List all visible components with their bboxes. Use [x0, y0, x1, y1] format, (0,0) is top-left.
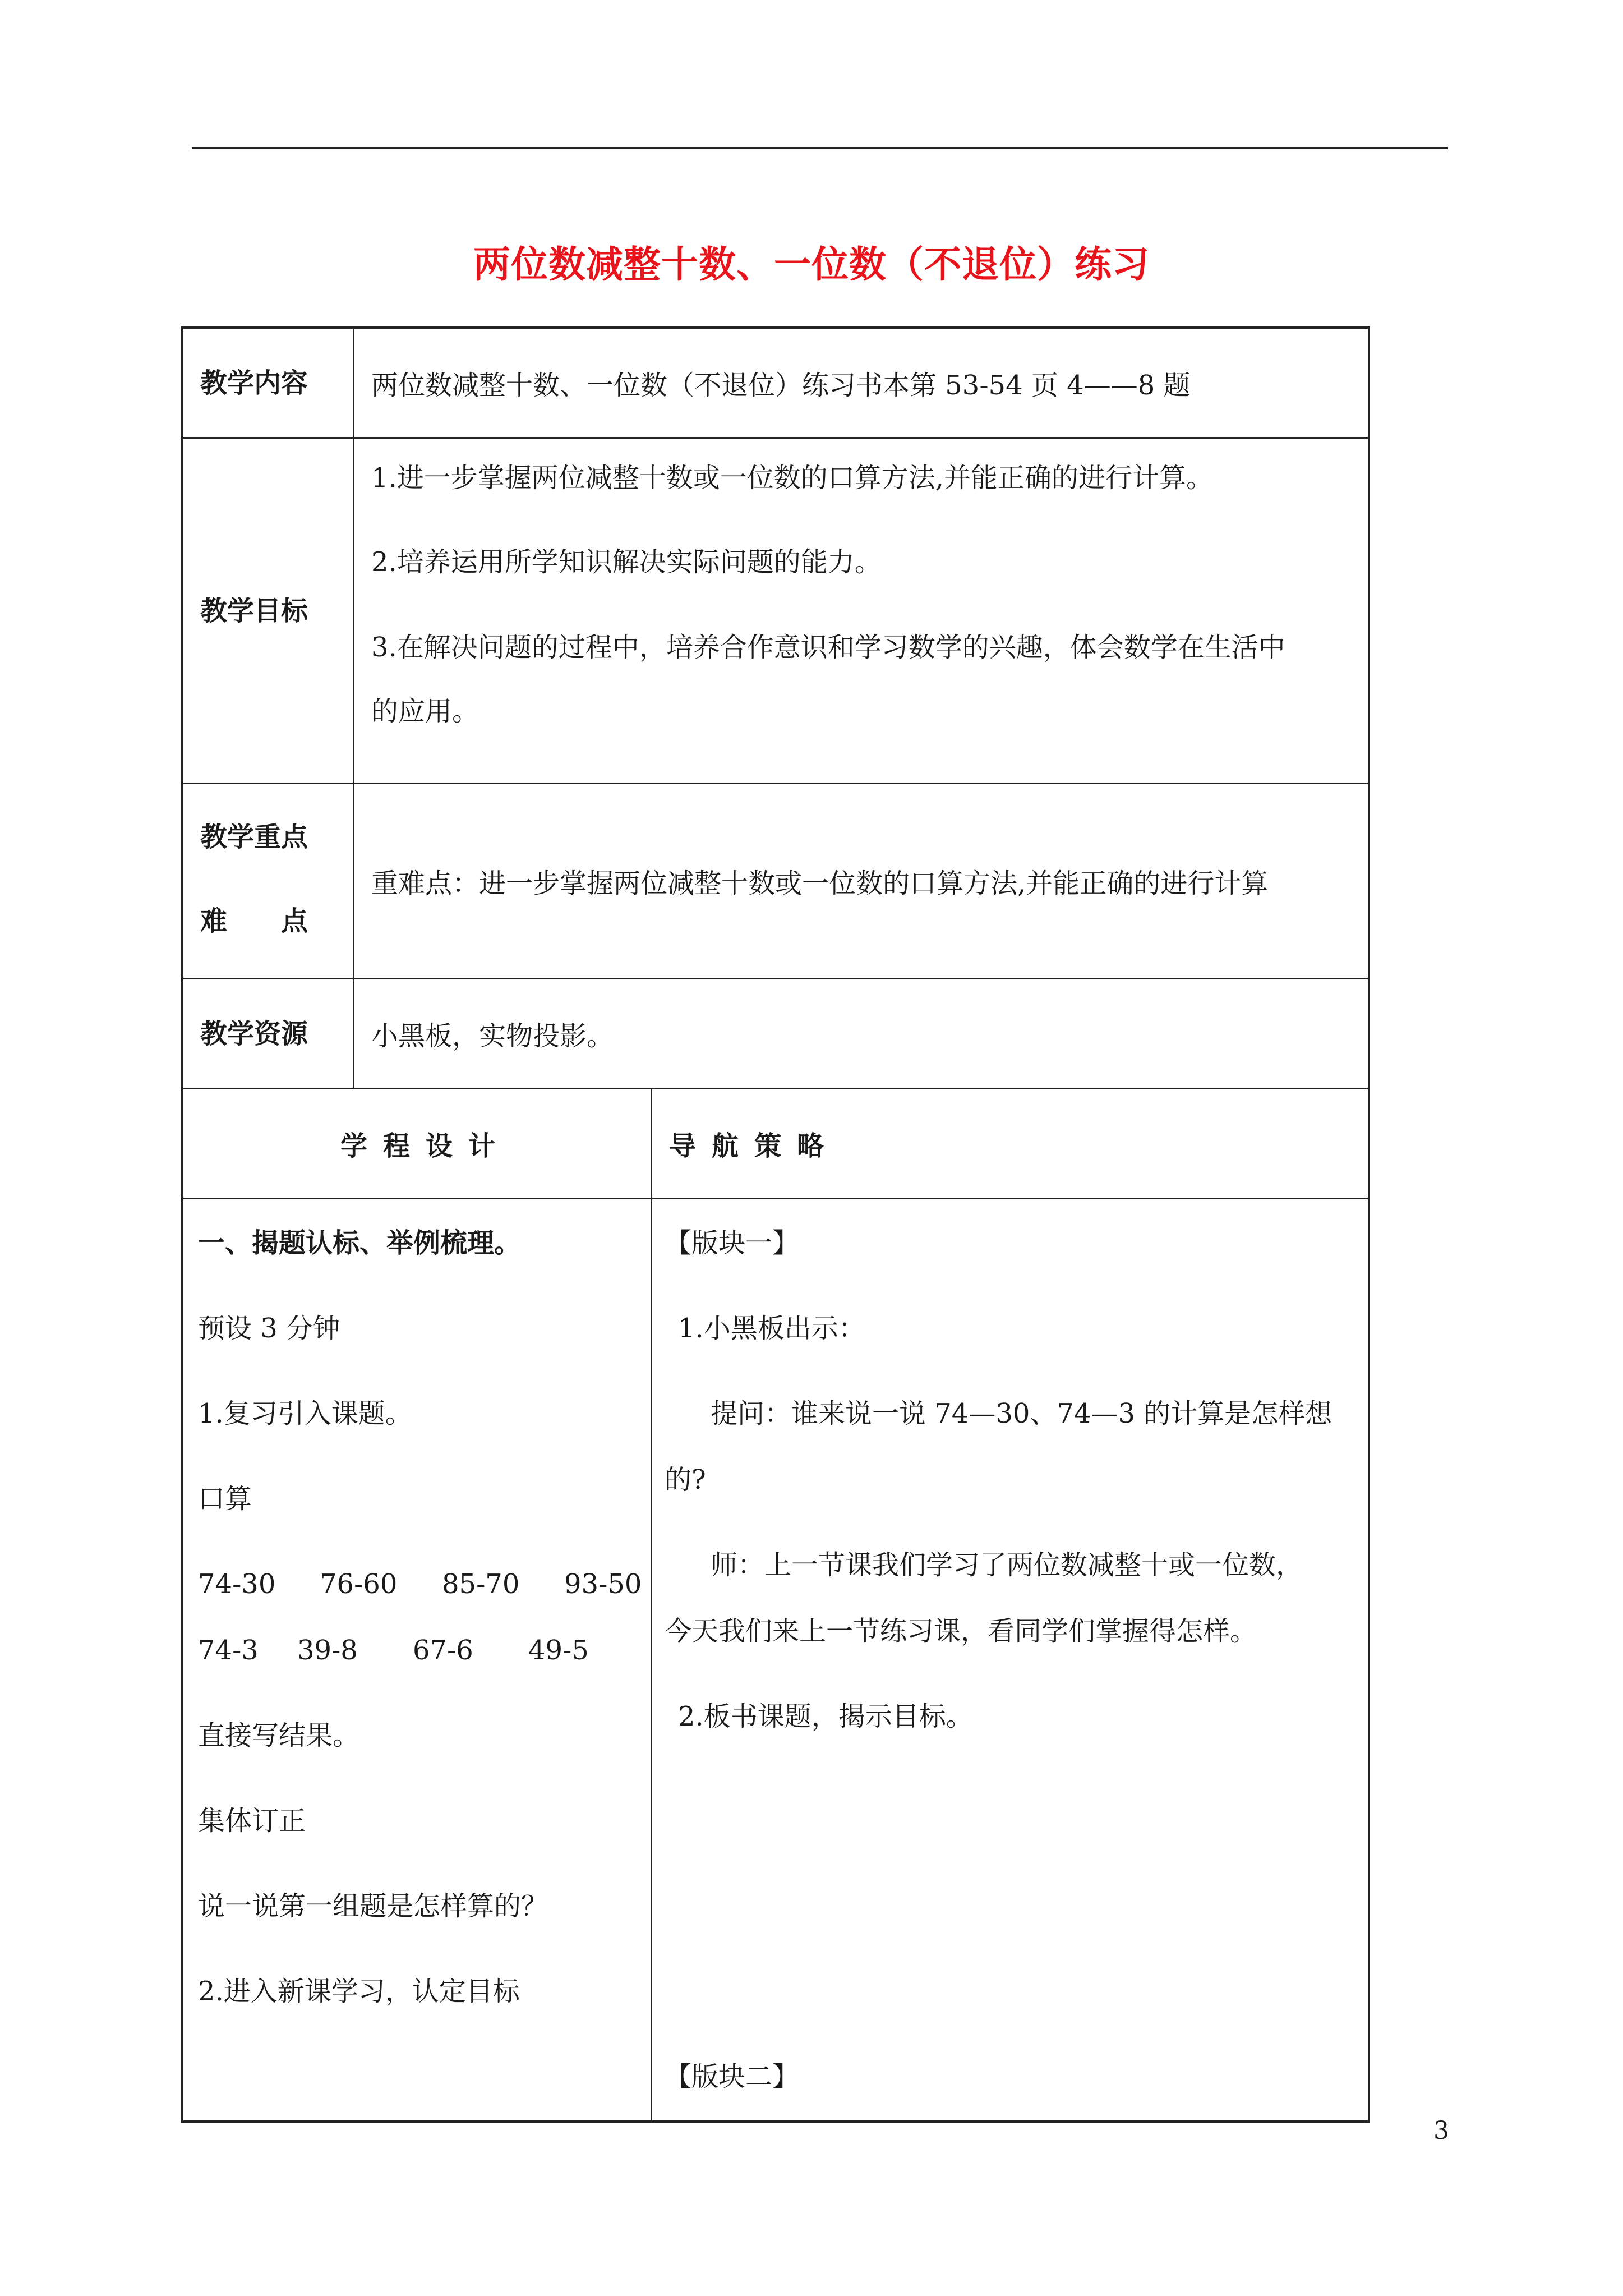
- strategy-column: [652, 1199, 1368, 2123]
- content-value: [354, 329, 1368, 437]
- problem-item: 93-50: [564, 1568, 642, 1600]
- problem-item: 74-3: [198, 1635, 259, 1666]
- column-header-strategy: 导航策略: [669, 1130, 840, 1162]
- teacher-remark-line: 师：上一节课我们学习了两位数减整十或一位数，: [711, 1549, 1303, 1581]
- lesson-plan-table: [181, 326, 1370, 2123]
- content-text: 两位数减整十数、一位数（不退位）练习书本第 53-54 页 4——8 题: [371, 370, 1191, 401]
- page-title: 两位数减整十数、一位数（不退位）练习: [473, 242, 1150, 286]
- problem-item: 74-30: [198, 1568, 276, 1600]
- header-rule: [192, 147, 1448, 149]
- key-points-cell: [354, 784, 1368, 978]
- key-points-text: 重难点：进一步掌握两位减整十数或一位数的口算方法,并能正确的进行计算: [371, 868, 1269, 899]
- strategy-question-line: 的?: [665, 1464, 706, 1496]
- block-two-label: 【版块二】: [665, 2061, 800, 2092]
- problem-item: 39-8: [297, 1635, 358, 1666]
- problem-item: 67-6: [413, 1635, 473, 1666]
- problem-item: 76-60: [320, 1568, 398, 1600]
- strategy-question-line: 提问：谁来说一说 74—30、74—3 的计算是怎样想: [711, 1398, 1332, 1429]
- objective-item: 1.进一步掌握两位减整十数或一位数的口算方法,并能正确的进行计算。: [371, 462, 1214, 494]
- block-one-label: 【版块一】: [665, 1227, 800, 1259]
- resources-cell: [354, 979, 1368, 1088]
- strategy-item-1: 1.小黑板出示：: [678, 1313, 865, 1344]
- row-objectives: [183, 439, 1368, 784]
- preset-time: 预设 3 分钟: [198, 1313, 340, 1344]
- section-title: 一、揭题认标、举例梳理。: [198, 1227, 522, 1259]
- header-right-cell: [652, 1089, 1368, 1198]
- label-key-points-line2: 难 点: [200, 905, 308, 937]
- label-key-points: [183, 784, 354, 978]
- row-key-points: [183, 784, 1368, 979]
- design-column: [183, 1199, 652, 2123]
- label-objectives: 教学目标: [183, 439, 354, 783]
- strategy-item-2: 2.板书课题，揭示目标。: [678, 1701, 973, 1732]
- row-column-headers: [183, 1089, 1368, 1199]
- step-review: 1.复习引入课题。: [198, 1398, 412, 1429]
- label-content: 教学内容: [183, 329, 354, 437]
- resources-text: 小黑板，实物投影。: [371, 1020, 614, 1052]
- objective-item: 2.培养运用所学知识解决实际问题的能力。: [371, 546, 882, 578]
- row-body: [183, 1199, 1368, 2123]
- write-results: 直接写结果。: [198, 1720, 360, 1751]
- row-resources: [183, 979, 1368, 1089]
- group-correction: 集体订正: [198, 1805, 306, 1837]
- teacher-remark-line: 今天我们来上一节练习课，看同学们掌握得怎样。: [665, 1616, 1257, 1647]
- step-new-lesson: 2.进入新课学习，认定目标: [198, 1976, 520, 2007]
- objective-item: 3.在解决问题的过程中，培养合作意识和学习数学的兴趣，体会数学在生活中: [371, 632, 1285, 663]
- problem-item: 49-5: [528, 1635, 589, 1666]
- column-header-design: 学程设计: [340, 1130, 511, 1162]
- objectives-cell: [354, 439, 1368, 783]
- oral-calc-label: 口算: [198, 1483, 252, 1515]
- header-left-cell: [183, 1089, 652, 1198]
- discussion-question: 说一说第一组题是怎样算的？: [198, 1890, 548, 1922]
- page-number: 3: [1433, 2116, 1449, 2145]
- label-key-points-line1: 教学重点: [200, 821, 308, 853]
- label-resources: 教学资源: [183, 979, 354, 1088]
- row-content: [183, 329, 1368, 439]
- objective-item: 的应用。: [371, 696, 479, 727]
- problem-item: 85-70: [442, 1568, 520, 1600]
